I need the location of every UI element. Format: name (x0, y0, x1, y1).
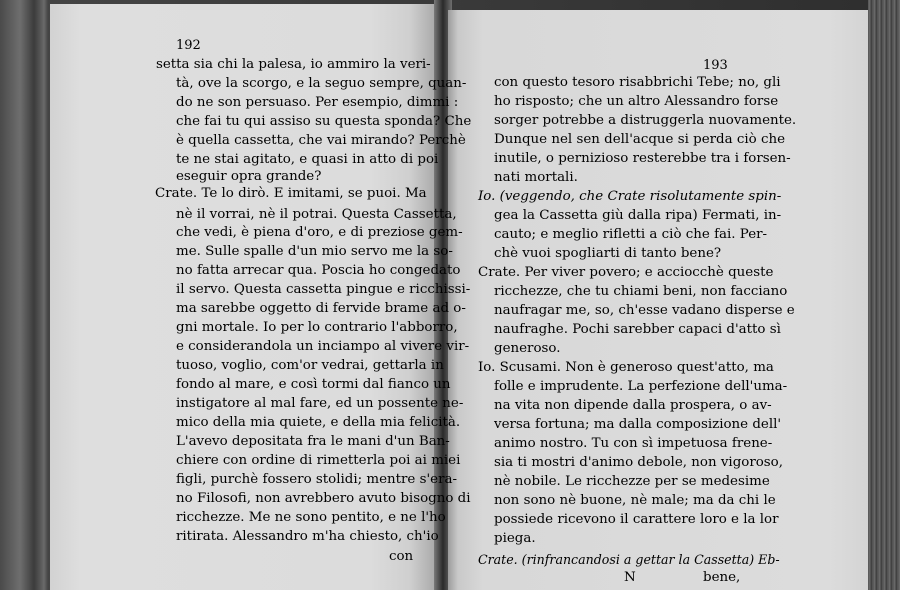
text-line: naufraghe. Pochi sarebber capaci d'atto sì (494, 322, 781, 337)
text-line: che fai tu qui assiso su questa sponda? Che (176, 114, 472, 129)
text-line: tuoso, voglio, com'or vedrai, gettarla in (176, 358, 444, 373)
text-line: ma sarebbe oggetto di fervide brame ad o- (176, 301, 466, 316)
text-line: naufragar me, so, ch'esse vadano disperse e (494, 303, 795, 318)
text-line: Crate. (rinfrancandosi a gettar la Cassetta) Eb- (478, 552, 780, 567)
text-line: cauto; e meglio rifletti a ciò che fai. Per- (494, 227, 768, 242)
text-line: nè il vorrai, nè il potrai. Questa Cassetta, (176, 207, 457, 222)
text-line: Crate. Te lo dirò. E imitami, se puoi. Ma (155, 186, 427, 201)
text-line: nati mortali. (494, 170, 578, 185)
text-line: instigatore al mal fare, ed un possente ne- (176, 396, 464, 411)
text-line: ho risposto; che un altro Alessandro forse (494, 94, 779, 109)
text-line: fondo al mare, e così tormi dal fianco un (176, 377, 451, 392)
text-line: generoso. (494, 341, 561, 356)
text-line: animo nostro. Tu con sì impetuosa frene- (494, 436, 773, 451)
right-page-number: 193 (703, 58, 728, 73)
text-line: gea la Cassetta giù dalla ripa) Fermati, in- (494, 208, 782, 223)
text-line: no Filosofi, non avrebbero avuto bisogno di (176, 491, 471, 506)
text-line: na vita non dipende dalla prospera, o av- (494, 398, 772, 413)
text-line: non sono nè buone, nè male; ma da chi le (494, 493, 776, 508)
text-line: chiere con ordine di rimetterla poi ai miei (176, 453, 461, 468)
text-line: piega. (494, 531, 536, 546)
text-line: do ne son persuaso. Per esempio, dimmi : (176, 95, 459, 110)
page-edges (868, 0, 900, 590)
text-line: ritirata. Alessandro m'ha chiesto, ch'io (176, 529, 439, 544)
text-line: che vedi, è piena d'oro, e di preziose gem- (176, 225, 463, 240)
catchword: bene, (703, 570, 741, 585)
text-line: no fatta arrecar qua. Poscia ho congedato (176, 263, 461, 278)
text-line: setta sia chi la palesa, io ammiro la veri- (156, 57, 431, 72)
text-line: versa fortuna; ma dalla composizione dell' (494, 417, 782, 432)
text-line: tà, ove la scorgo, e la seguo sempre, quan- (176, 76, 467, 91)
catchword: con (389, 549, 414, 564)
text-line: Dunque nel sen dell'acque si perda ciò che (494, 132, 785, 147)
text-line: è quella cassetta, che vai mirando? Perchè (176, 133, 466, 148)
text-line: possiede ricevono il carattere loro e la lor (494, 512, 779, 527)
text-line: sorger potrebbe a distruggerla nuovamente. (494, 113, 797, 128)
text-line: ricchezze. Me ne sono pentito, e ne l'ho (176, 510, 446, 525)
text-line: il servo. Questa cassetta pingue e ricchissi- (176, 282, 471, 297)
text-line: e considerandola un inciampo al vivere vir- (176, 339, 470, 354)
text-line: mico della mia quiete, e della mia felicità. (176, 415, 461, 430)
text-line: folle e imprudente. La perfezione dell'uma- (494, 379, 788, 394)
text-line: con questo tesoro risabbrichi Tebe; no, gli (494, 75, 781, 90)
text-line: inutile, o pernizioso resterebbe tra i forsen- (494, 151, 791, 166)
text-line: Io. (veggendo, che Crate risolutamente spin- (478, 189, 782, 204)
left-page-number: 192 (176, 38, 201, 53)
text-line: sia ti mostri d'animo debole, non vigoroso, (494, 455, 783, 470)
text-line: eseguir opra grande? (176, 169, 322, 184)
text-line: L'avevo depositata fra le mani d'un Ban- (176, 434, 450, 449)
text-line: chè vuoi spogliarti di tanto bene? (494, 246, 722, 261)
text-line: gni mortale. Io per lo contrario l'abborro, (176, 320, 458, 335)
text-line: ricchezze, che tu chiami beni, non facciano (494, 284, 788, 299)
text-line: te ne stai agitato, e quasi in atto di poi (176, 152, 439, 167)
text-line: me. Sulle spalle d'un mio servo me la so- (176, 244, 453, 259)
text-line: nè nobile. Le ricchezze per se medesime (494, 474, 770, 489)
text-line: Io. Scusami. Non è generoso quest'atto, ma (478, 360, 774, 375)
text-line: figli, purchè fossero stolidi; mentre s'era- (176, 472, 457, 487)
signature-mark: N (624, 570, 636, 585)
text-line: Crate. Per viver povero; e acciocchè queste (478, 265, 774, 280)
